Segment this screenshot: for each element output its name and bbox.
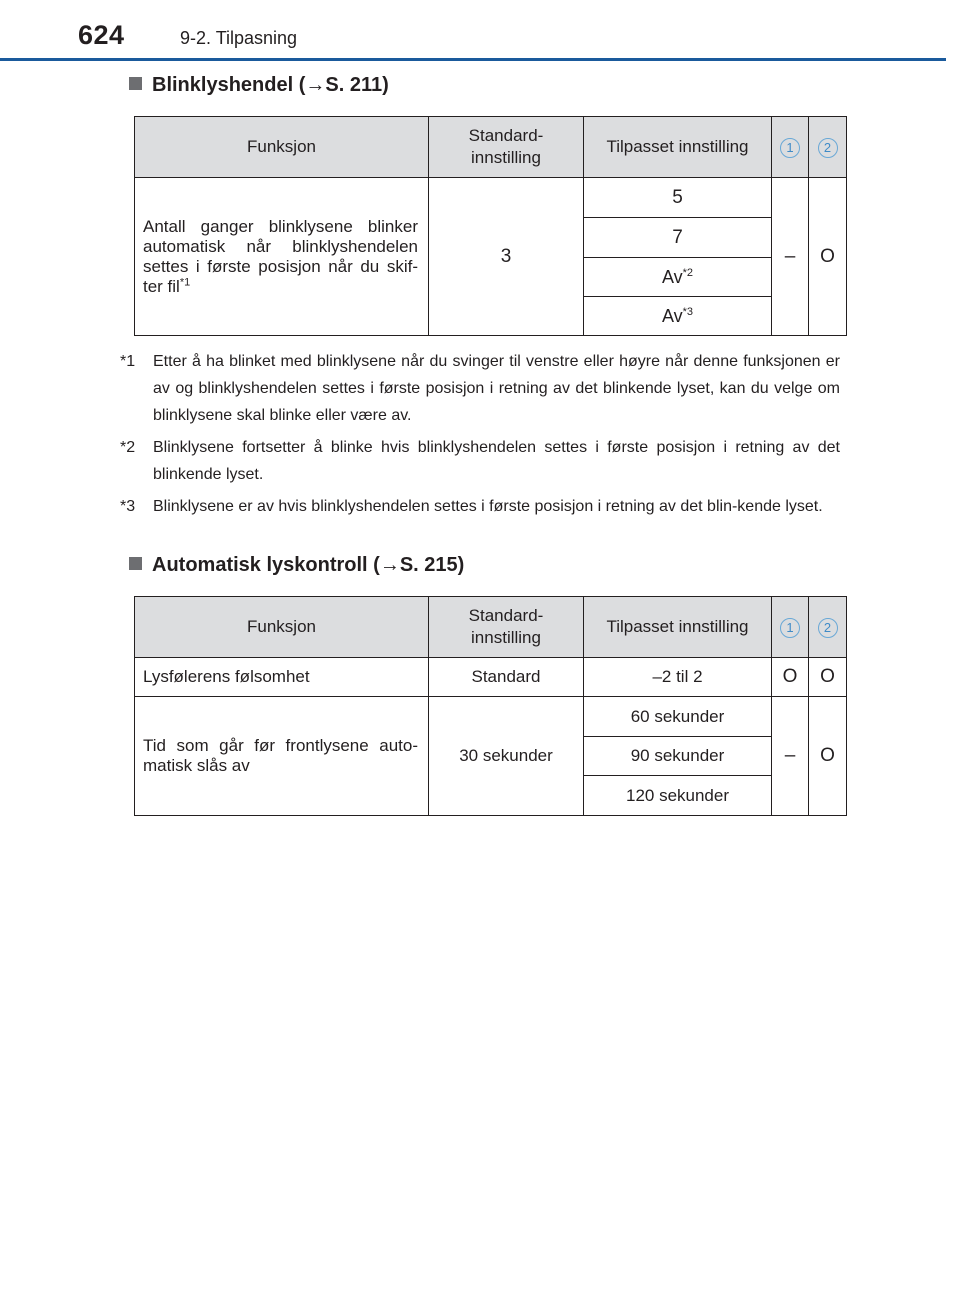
table-header-row bbox=[135, 117, 847, 178]
footnote-text: Blinklysene fortsetter å blinke hvis blinklyshendelen settes i første posisjon i retning av det blinkende lyset. bbox=[153, 439, 840, 483]
option-cell: 90 sekunder bbox=[584, 737, 772, 776]
header-col1 bbox=[772, 117, 809, 178]
header-default: Standard-innstilling bbox=[429, 597, 584, 658]
header-col2 bbox=[809, 597, 847, 658]
footnote-1 bbox=[120, 348, 840, 429]
footnote-2 bbox=[120, 434, 840, 488]
default-cell: 3 bbox=[429, 178, 584, 336]
function-cell: Antall ganger blinklysene blinker automatisk når blinklyshendelen settes i første posisjon når du skif-ter fil$^{*1}$ bbox=[135, 178, 429, 336]
auto-light-table bbox=[134, 596, 847, 816]
function-cell: Lysfølerens følsomhet bbox=[135, 658, 429, 697]
table-row bbox=[135, 178, 847, 218]
footnote-mark: *1 bbox=[120, 353, 136, 370]
section-title-turn-signal bbox=[129, 74, 389, 97]
header-col2 bbox=[809, 117, 847, 178]
option-cell: Av$^{*2}$ bbox=[584, 258, 772, 297]
table-row bbox=[135, 658, 847, 697]
footnote-mark: *2 bbox=[120, 439, 136, 456]
square-bullet-icon bbox=[129, 77, 142, 90]
option-cell: 60 sekunder bbox=[584, 697, 772, 737]
col1-cell: – bbox=[772, 697, 809, 816]
turn-signal-table bbox=[134, 116, 847, 336]
footnote-3 bbox=[120, 493, 840, 520]
table-row bbox=[135, 697, 847, 737]
page-header bbox=[0, 0, 960, 62]
circled-2-icon: 2 bbox=[818, 618, 838, 638]
header-function: Funksjon bbox=[135, 117, 429, 178]
default-cell: Standard bbox=[429, 658, 584, 697]
header-col1 bbox=[772, 597, 809, 658]
footnote-text: Blinklysene er av hvis blinklyshendelen settes i første posisjon i retning av det blin-kende lyset. bbox=[153, 498, 823, 515]
option-cell: 120 sekunder bbox=[584, 776, 772, 816]
option-cell: Av$^{*3}$ bbox=[584, 297, 772, 336]
footnote-ref: *3 bbox=[682, 305, 694, 318]
col2-cell: O bbox=[809, 697, 847, 816]
table-header-row bbox=[135, 597, 847, 658]
option-cell: 5 bbox=[584, 178, 772, 218]
header-rule bbox=[0, 58, 946, 61]
option-cell: 7 bbox=[584, 218, 772, 258]
footnote-text: Etter å ha blinket med blinklysene når du svinger til venstre eller høyre når denne funksjonen er av og blinklyshendelen settes i første posisjon i retning av det blinkende lyset, kan du velge om blinklysene skal blinke eller være av. bbox=[153, 353, 840, 424]
section-title-text: Automatisk lyskontroll (→S. 215) bbox=[152, 554, 465, 576]
footnote-mark: *3 bbox=[120, 498, 136, 515]
header-custom: Tilpasset innstilling bbox=[584, 597, 772, 658]
footnote-ref: *1 bbox=[179, 275, 191, 288]
footnote-ref: *2 bbox=[682, 266, 694, 279]
circled-1-icon: 1 bbox=[780, 138, 800, 158]
square-bullet-icon bbox=[129, 557, 142, 570]
chapter-title: 9-2. Tilpasning bbox=[180, 28, 298, 48]
col2-cell: O bbox=[809, 178, 847, 336]
default-cell: 30 sekunder bbox=[429, 697, 584, 816]
col1-cell: O bbox=[772, 658, 809, 697]
circled-1-icon: 1 bbox=[780, 618, 800, 638]
header-default: Standard-innstilling bbox=[429, 117, 584, 178]
function-cell: Tid som går før frontlysene auto-matisk slås av bbox=[135, 697, 429, 816]
col1-cell: – bbox=[772, 178, 809, 336]
section-title-auto-light bbox=[129, 554, 464, 577]
col2-cell: O bbox=[809, 658, 847, 697]
section-title-text: Blinklyshendel (→S. 211) bbox=[152, 74, 389, 96]
header-function: Funksjon bbox=[135, 597, 429, 658]
custom-cell: –2 til 2 bbox=[584, 658, 772, 697]
circled-2-icon: 2 bbox=[818, 138, 838, 158]
header-custom: Tilpasset innstilling bbox=[584, 117, 772, 178]
page-number: 624 bbox=[78, 20, 125, 50]
